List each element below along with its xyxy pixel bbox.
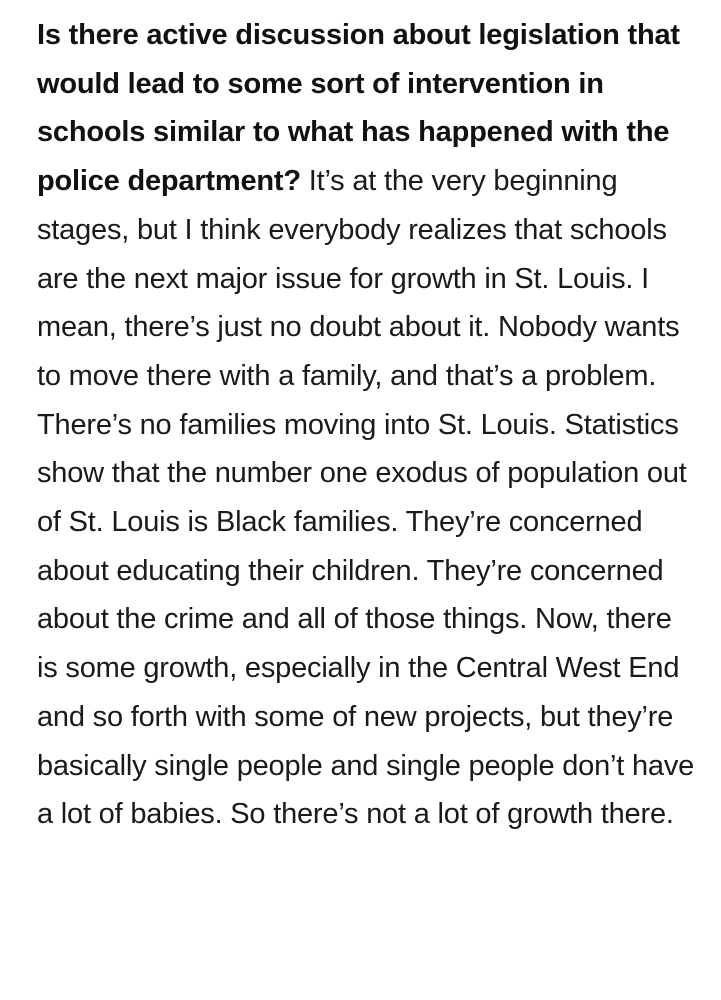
qa-paragraph	[37, 11, 699, 839]
article-body	[37, 11, 699, 839]
question-text: Is there active discussion about legislation that would lead to some sort of intervention in schools similar to what has happened with the police department?	[37, 19, 680, 198]
answer-text: It’s at the very beginning stages, but I think everybody realizes that schools are the next major issue for growth in St. Louis. I mean, there’s just no doubt about it. Nobody wants to move there with a family, and that’s a problem. There’s no families moving into St. Louis. Statistics show that the number one exodus of population out of St. Louis is Black families. They’re concerned about educating their children. They’re concerned about the crime and all of those things. Now, there is some growth, especially in the Central West End and so forth with some of new projects, but they’re basically single people and single people don’t have a lot of babies. So there’s not a lot of growth there.	[37, 165, 695, 831]
